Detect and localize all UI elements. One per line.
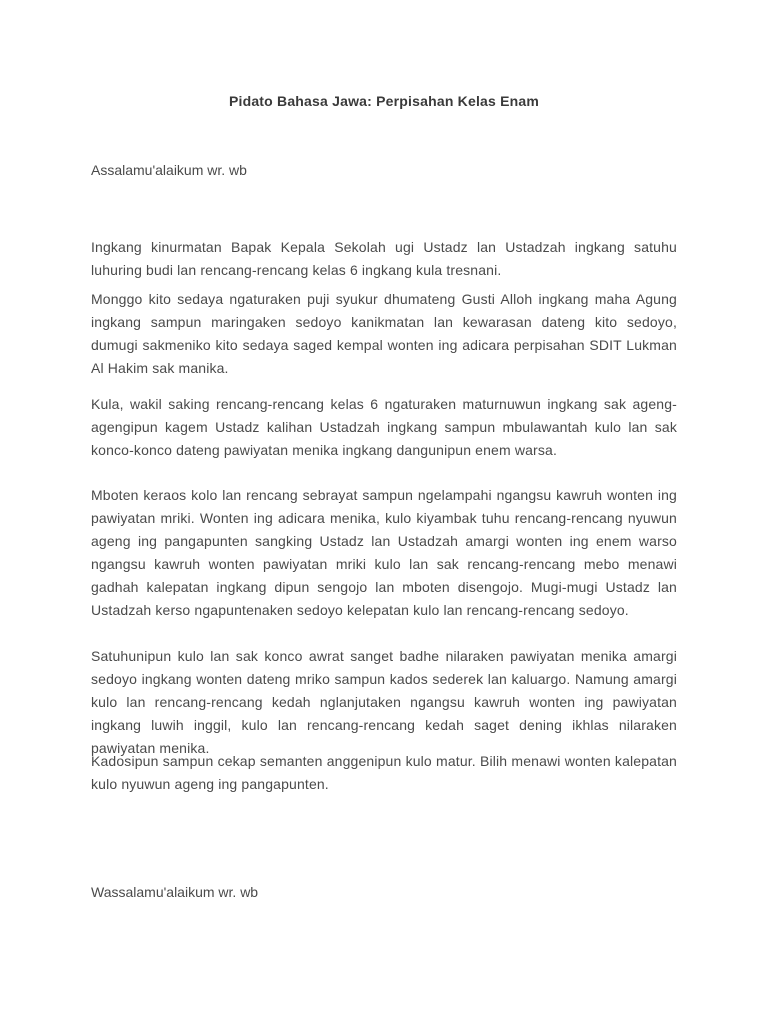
paragraph-1: Ingkang kinurmatan Bapak Kepala Sekolah ugi Ustadz lan Ustadzah ingkang satuhu luhuring budi lan rencang-rencang kelas 6 ingkang kula tresnani. bbox=[91, 239, 677, 278]
document-title: Pidato Bahasa Jawa: Perpisahan Kelas Enam bbox=[228, 93, 540, 109]
paragraph-4: Mboten keraos kolo lan rencang sebrayat sampun ngelampahi ngangsu kawruh wonten ing pawiyatan mriki. Wonten ing adicara menika, kulo kiyambak tuhu rencang-rencang nyuwun ageng ing pangapunten sangking Ustadz lan Ustadzah amargi wonten ing enem warso ngangsu kawruh wonten pawiyatan mriki kulo lan sak rencang-rencang mebo menawi gadhah kalepatan ingkang dipun sengojo lan mboten disengojo. Mugi-mugi Ustadz lan Ustadzah kerso ngapuntenaken sedoyo kelepatan kulo lan rencang-rencang sedoyo. bbox=[91, 487, 677, 618]
paragraph-6: Kadosipun sampun cekap semanten anggenipun kulo matur. Bilih menawi wonten kalepatan kulo nyuwun ageng ing pangapunten. bbox=[91, 753, 677, 792]
closing: Wassalamu'alaikum wr. wb bbox=[91, 884, 259, 900]
paragraph-2: Monggo kito sedaya ngaturaken puji syukur dhumateng Gusti Alloh ingkang maha Agung ingkang sampun maringaken sedoyo kanikmatan lan kewarasan dateng kito sedoyo, dumugi sakmeniko kito sedaya saged kempal wonten ing adicara perpisahan SDIT Lukman Al Hakim sak manika. bbox=[91, 291, 677, 376]
greeting: Assalamu'alaikum wr. wb bbox=[91, 162, 247, 178]
paragraph-3: Kula, wakil saking rencang-rencang kelas 6 ngaturaken maturnuwun ingkang sak ageng-agengipun kagem Ustadz kalihan Ustadzah ingkang sampun mbulawantah kulo lan sak konco-konco dateng pawiyatan menika ingkang dangunipun enem warsa. bbox=[91, 396, 677, 458]
paragraph-5: Satuhunipun kulo lan sak konco awrat sanget badhe nilaraken pawiyatan menika amargi sedoyo ingkang wonten dateng mriko sampun kados sederek lan kaluargo. Namung amargi kulo lan rencang-rencang kedah nglanjutaken ngangsu kawruh wonten ing pawiyatan ingkang luwih inggil, kulo lan rencang-rencang kedah saget dening ikhlas nilaraken pawiyatan menika. bbox=[91, 648, 677, 756]
